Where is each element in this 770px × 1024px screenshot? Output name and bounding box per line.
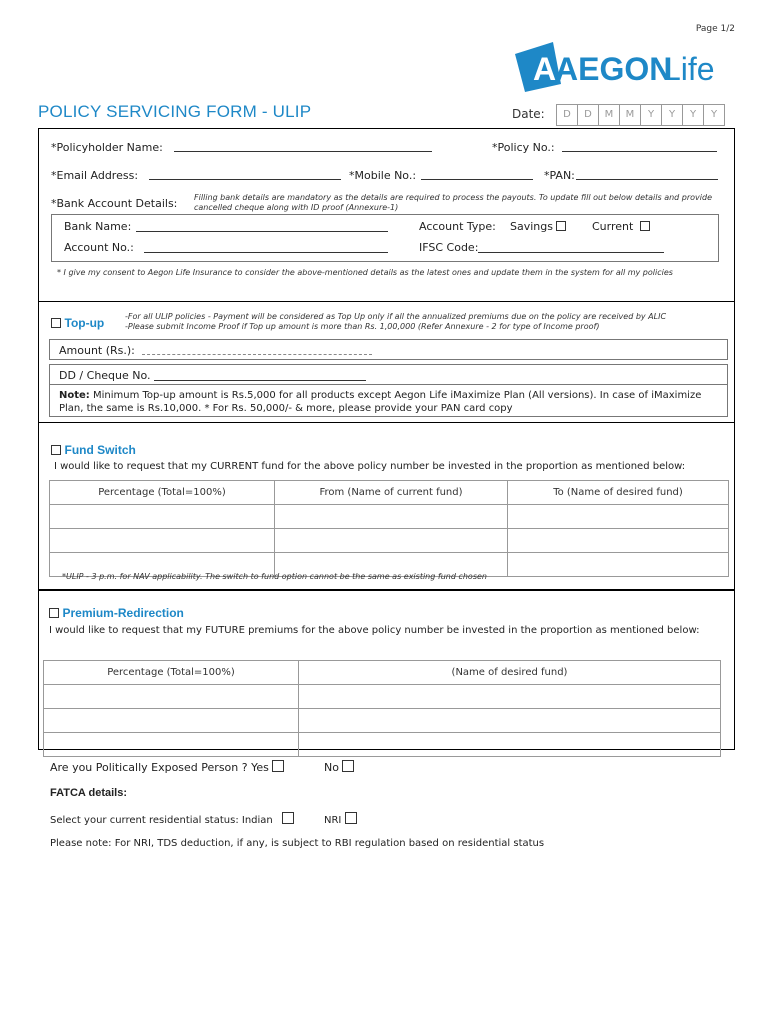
- fund-switch-footnote: *ULIP - 3 p.m. for NAV applicability. The switch to fund option cannot be the same as existing fund chosen: [62, 572, 487, 581]
- table-cell[interactable]: [299, 733, 721, 757]
- date-box[interactable]: Y: [661, 104, 682, 126]
- topup-note-1: -For all ULIP policies - Payment will be considered as Top Up only if all the annualized premiums due on the policy are received by ALIC: [125, 312, 667, 321]
- premium-redirection-checkbox[interactable]: [49, 608, 59, 618]
- table-header-row: [44, 661, 721, 685]
- savings-checkbox[interactable]: [556, 221, 566, 231]
- table-cell[interactable]: [50, 505, 275, 529]
- table-row: [50, 505, 729, 529]
- table-cell[interactable]: [299, 685, 721, 709]
- residential-status-row: [50, 812, 294, 826]
- column-header: Percentage (Total=100%): [50, 481, 275, 505]
- ifsc-field[interactable]: [478, 252, 664, 253]
- pep-yes-checkbox[interactable]: [272, 760, 284, 772]
- date-box[interactable]: Y: [640, 104, 661, 126]
- fund-switch-title: Fund Switch: [64, 443, 136, 457]
- cheque-label: DD / Cheque No.: [59, 369, 151, 382]
- table-row: [44, 709, 721, 733]
- date-input[interactable]: [556, 104, 725, 126]
- date-label: Date:: [512, 107, 545, 121]
- email-field[interactable]: [149, 179, 341, 180]
- date-box[interactable]: D: [577, 104, 598, 126]
- table-cell[interactable]: [508, 505, 729, 529]
- bank-name-label: Bank Name:: [64, 220, 132, 233]
- date-box[interactable]: Y: [682, 104, 703, 126]
- email-label: *Email Address:: [51, 169, 139, 182]
- cheque-row: [49, 364, 728, 385]
- table-row: [44, 733, 721, 757]
- date-box[interactable]: Y: [703, 104, 725, 126]
- table-cell[interactable]: [44, 709, 299, 733]
- table-cell[interactable]: [299, 709, 721, 733]
- consent-text: * I give my consent to Aegon Life Insurance to consider the above-mentioned details as the latest ones and update them in the system for all my policies: [57, 268, 673, 277]
- topup-note-box: [49, 385, 728, 417]
- topup-title: Top-up: [64, 316, 105, 330]
- table-cell[interactable]: [44, 685, 299, 709]
- table-cell[interactable]: [50, 529, 275, 553]
- table-cell[interactable]: [275, 505, 508, 529]
- savings-option[interactable]: [510, 220, 566, 233]
- ifsc-label: IFSC Code:: [419, 241, 479, 254]
- page-number: Page 1/2: [695, 24, 735, 34]
- date-box[interactable]: D: [556, 104, 577, 126]
- premium-redirection-section: [38, 590, 735, 750]
- amount-field[interactable]: [142, 354, 372, 355]
- pan-label: *PAN:: [544, 169, 575, 182]
- fund-switch-desc: I would like to request that my CURRENT fund for the above policy number be invested in the proportion as mentioned below:: [54, 461, 686, 472]
- residential-label: Select your current residential status: Indian: [50, 815, 273, 826]
- account-no-field[interactable]: [144, 252, 388, 253]
- pan-field[interactable]: [576, 179, 718, 180]
- nri-option[interactable]: [324, 812, 357, 826]
- current-label: Current: [592, 220, 634, 233]
- logo-text-sub: Life: [663, 51, 715, 87]
- current-checkbox[interactable]: [640, 221, 650, 231]
- premium-redirection-table: [43, 660, 721, 757]
- table-header-row: [50, 481, 729, 505]
- column-header: To (Name of desired fund): [508, 481, 729, 505]
- pep-no-label: No: [324, 761, 339, 774]
- topup-section: [38, 301, 735, 423]
- mobile-field[interactable]: [421, 179, 533, 180]
- column-header: (Name of desired fund): [299, 661, 721, 685]
- policy-no-field[interactable]: [562, 151, 717, 152]
- note-bold-label: Note:: [59, 390, 90, 401]
- table-cell[interactable]: [44, 733, 299, 757]
- premium-redirection-desc: I would like to request that my FUTURE premiums for the above policy number be invested in the proportion as mentioned below:: [49, 625, 700, 636]
- topup-checkbox[interactable]: [51, 318, 61, 328]
- fatca-heading: FATCA details:: [50, 787, 128, 799]
- topup-note-text: Minimum Top-up amount is Rs.5,000 for all products except Aegon Life iMaximize Plan (All versions). In case of iMaximize Plan, the same is Rs.10,000. * For Rs. 50,000/- & more, please provide your PAN card copy: [59, 390, 702, 414]
- nri-note: Please note: For NRI, TDS deduction, if any, is subject to RBI regulation based on residential status: [50, 838, 545, 849]
- logo-text-main: AEGON: [555, 51, 673, 87]
- table-row: [44, 685, 721, 709]
- indian-checkbox[interactable]: [282, 812, 294, 824]
- pep-no-option[interactable]: [324, 760, 354, 774]
- column-header: From (Name of current fund): [275, 481, 508, 505]
- fund-switch-section: [38, 423, 735, 590]
- pep-question: Are you Politically Exposed Person ? Yes: [50, 761, 269, 774]
- aegon-life-logo: [515, 40, 735, 96]
- pep-question-row: [50, 760, 284, 774]
- fund-switch-option[interactable]: [51, 443, 136, 457]
- nri-label: NRI: [324, 815, 342, 826]
- premium-redirection-option[interactable]: [49, 606, 184, 620]
- cheque-field[interactable]: [154, 380, 366, 381]
- form-title: POLICY SERVICING FORM - ULIP: [38, 102, 312, 121]
- current-option[interactable]: [592, 220, 650, 233]
- bank-details-note: Filling bank details are mandatory as the details are required to process the payouts. To update fill out below details and provide cancelled cheque along with ID proof (Annexure-1): [194, 193, 713, 212]
- fund-switch-checkbox[interactable]: [51, 445, 61, 455]
- bank-details-box: [51, 214, 719, 262]
- bank-details-label: *Bank Account Details:: [51, 197, 178, 210]
- date-box[interactable]: M: [598, 104, 619, 126]
- amount-row: [49, 339, 728, 360]
- policyholder-name-label: *Policyholder Name:: [51, 141, 163, 154]
- topup-option[interactable]: [51, 316, 104, 330]
- premium-redirection-title: Premium-Redirection: [62, 606, 184, 620]
- topup-note-2: -Please submit Income Proof if Top up amount is more than Rs. 1,00,000 (Refer Annexure - 2 for type of Income proof): [125, 322, 600, 331]
- amount-label: Amount (Rs.):: [59, 344, 135, 357]
- table-cell[interactable]: [275, 529, 508, 553]
- policyholder-name-field[interactable]: [174, 151, 432, 152]
- account-type-label: Account Type:: [419, 220, 496, 233]
- column-header: Percentage (Total=100%): [44, 661, 299, 685]
- account-no-label: Account No.:: [64, 241, 134, 254]
- policy-no-label: *Policy No.:: [492, 141, 555, 154]
- pep-no-checkbox[interactable]: [342, 760, 354, 772]
- fund-switch-table: [49, 480, 729, 577]
- table-row: [50, 529, 729, 553]
- bank-name-field[interactable]: [136, 231, 388, 232]
- table-cell[interactable]: [508, 553, 729, 577]
- table-cell[interactable]: [508, 529, 729, 553]
- savings-label: Savings: [510, 220, 553, 233]
- date-box[interactable]: M: [619, 104, 640, 126]
- policy-details-section: [38, 128, 735, 302]
- nri-checkbox[interactable]: [345, 812, 357, 824]
- svg-text:A: A: [533, 51, 557, 87]
- mobile-label: *Mobile No.:: [349, 169, 417, 182]
